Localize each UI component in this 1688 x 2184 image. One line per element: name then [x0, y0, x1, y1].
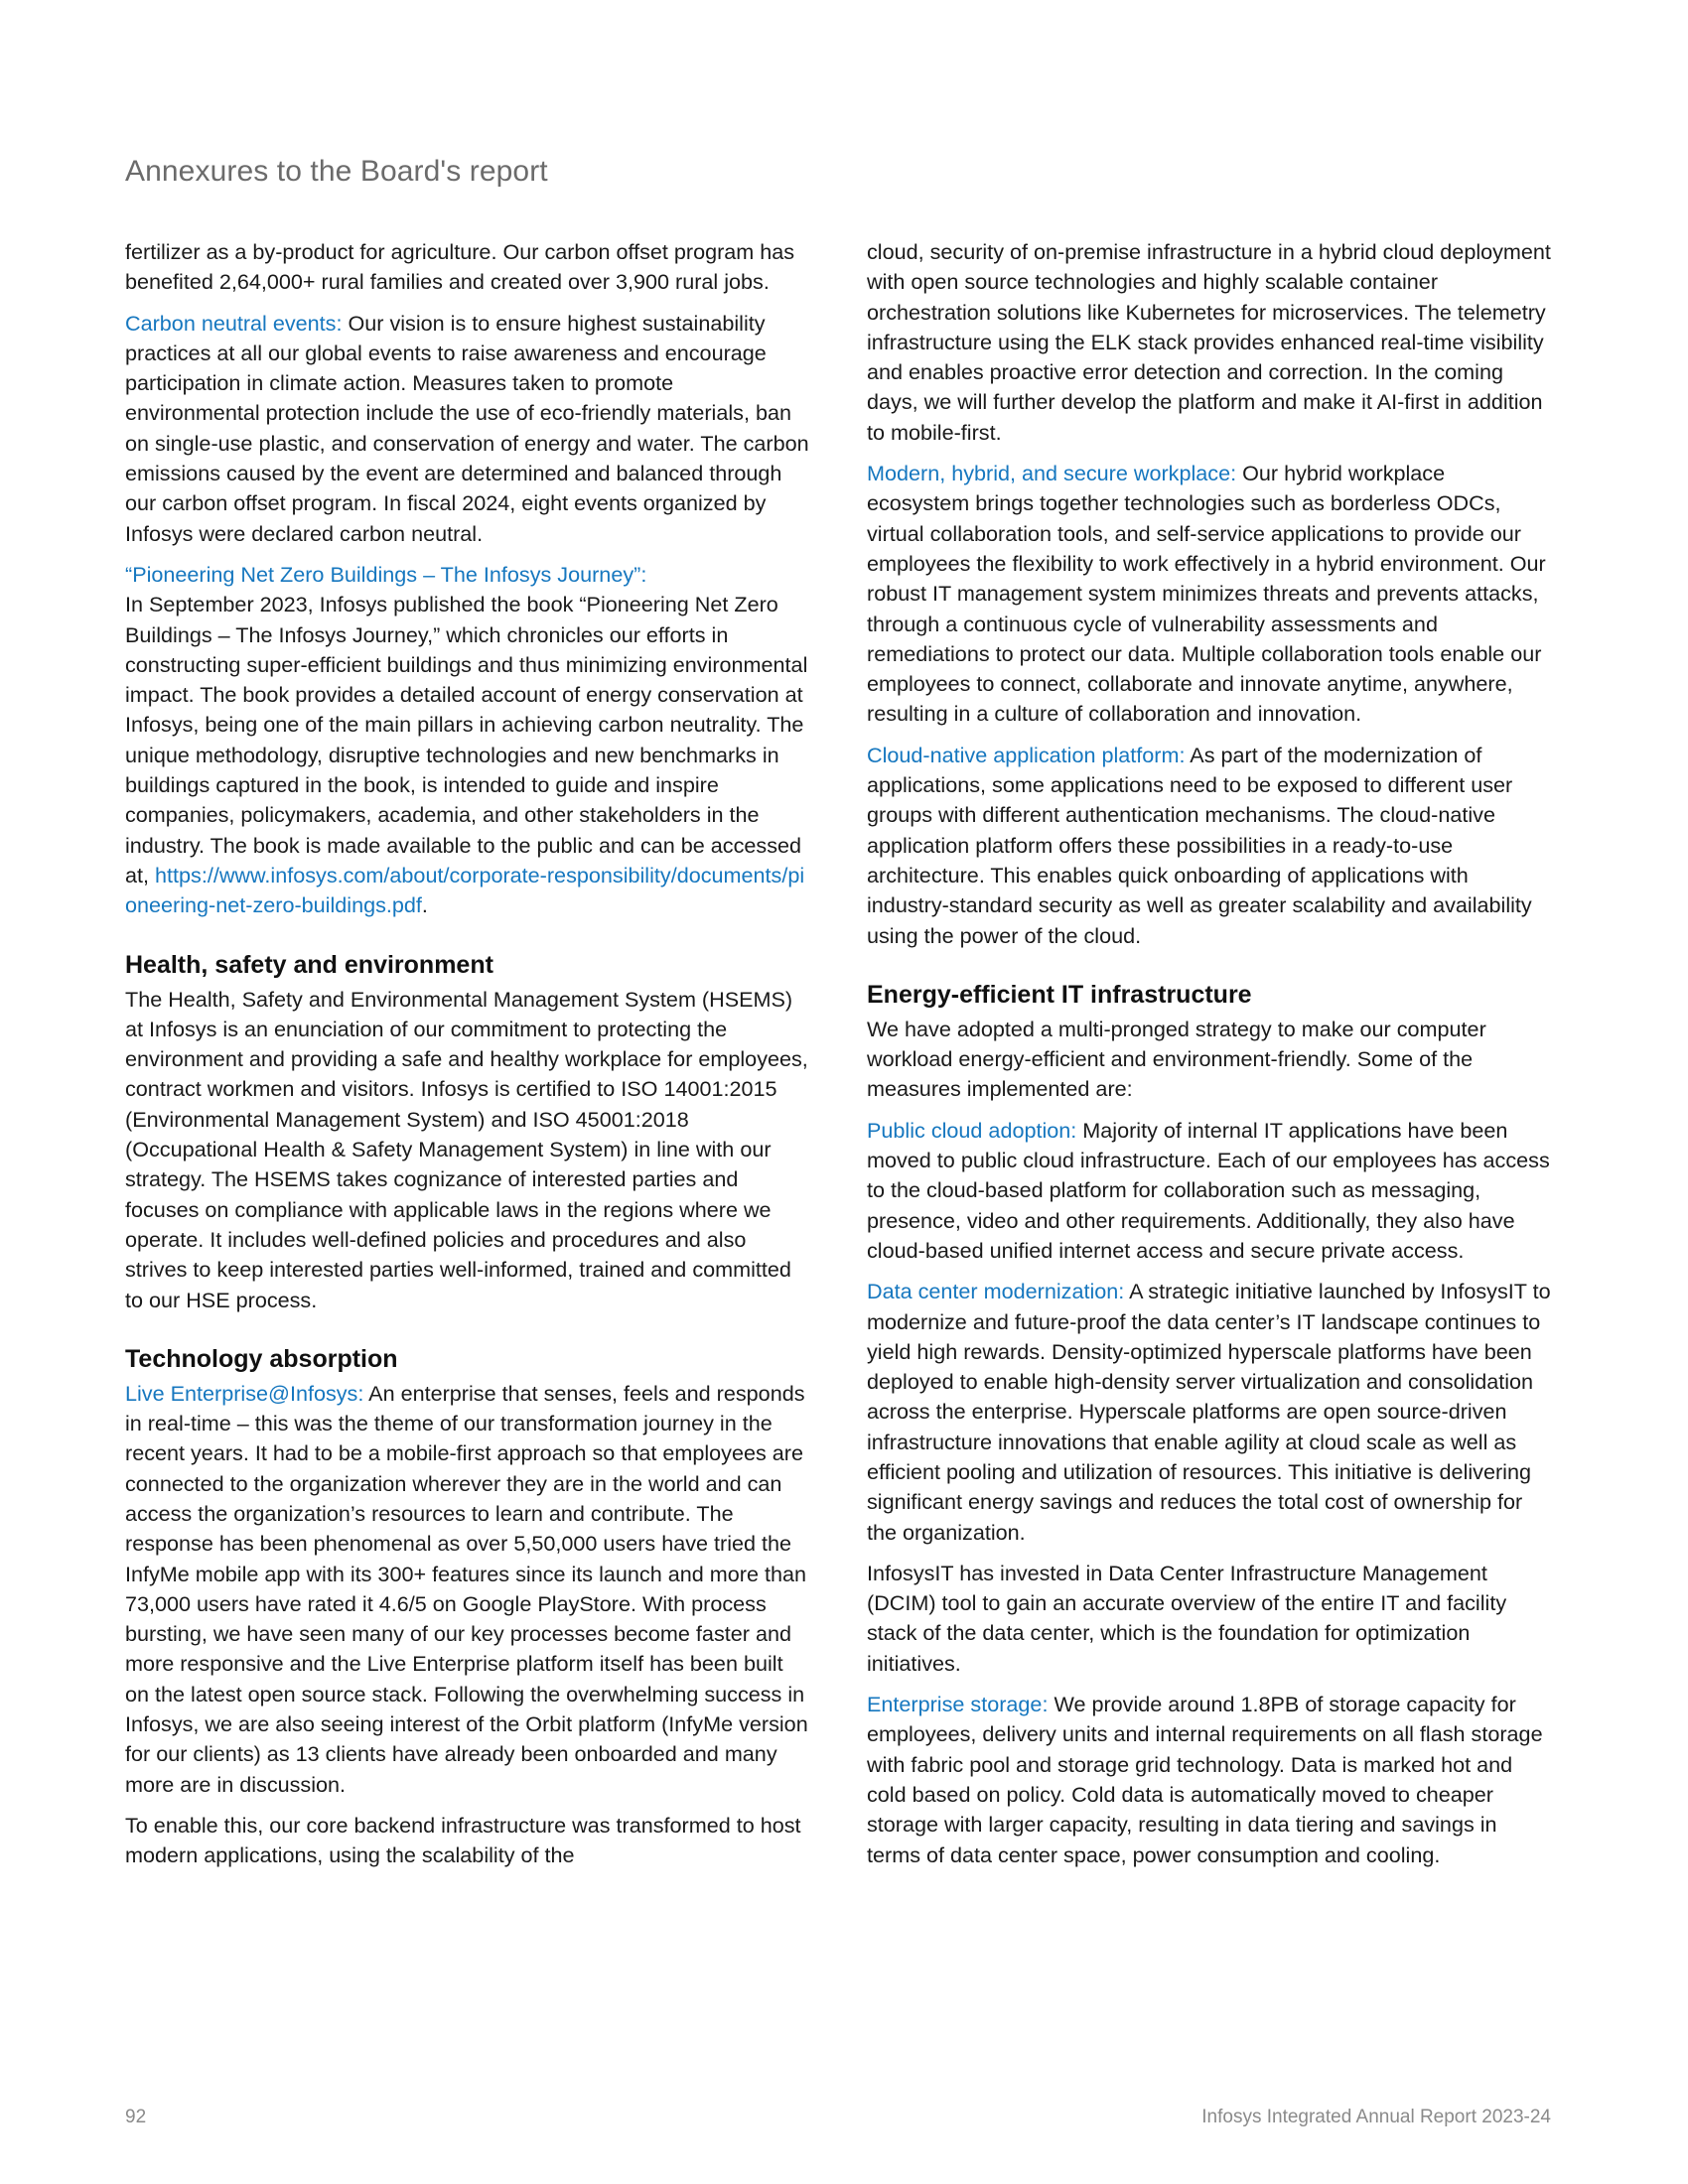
paragraph-text: We provide around 1.8PB of storage capacity for employees, delivery units and internal requirements on all flash storage with fabric pool and storage grid technology. Data is marked hot and cold based on policy. Cold data is automatically moved to cheaper storage with larger capacity, resulting in data tiering and savings in terms of data center space, power consumption and cooling. [867, 1692, 1543, 1867]
lead-in-label: Live Enterprise@Infosys: [125, 1380, 364, 1406]
lead-in-label: “Pioneering Net Zero Buildings – The Infosys Journey”: [125, 561, 647, 587]
section-heading-hse: Health, safety and environment [125, 950, 493, 979]
paragraph-text: An enterprise that senses, feels and responds in real-time – this was the theme of our transformation journey in the recent years. It had to be a mobile-first approach so that employees are connected to the organization wherever they are in the world and can access the organization’s resources to learn and contribute. The response has been phenomenal as over 5,50,000 users have tried the InfyMe mobile app with its 300+ features since its launch and more than 73,000 users have rated it 4.6/5 on Google PlayStore. With process bursting, we have seen many of our key processes become faster and more responsive and the Live Enterprise platform itself has been built on the latest open source stack. Following the overwhelming success in Infosys, we are also seeing interest of the Orbit platform (InfyMe version for our clients) as 13 clients have already been onboarded and many more are in discussion. [125, 1380, 808, 1797]
paragraph-live-enterprise [125, 1379, 810, 1800]
paragraph-text: cloud, security of on-premise infrastructure in a hybrid cloud deployment with open source technologies and highly scalable container orchestration solutions like Kubernetes for microservices. The telemetry infrastructure using the ELK stack provides enhanced real-time visibility and enables proactive error detection and correction. In the coming days, we will further develop the platform and make it AI-first in addition to mobile-first. [867, 239, 1551, 445]
paragraph-dcim [867, 1559, 1552, 1679]
section-heading-energy: Energy-efficient IT infrastructure [867, 980, 1252, 1009]
paragraph-text: Majority of internal IT applications have been moved to public cloud infrastructure. Each of our employees has access to the cloud-based platform for collaboration such as messaging, presence, video and other requirements. Additionally, they also have cloud-based unified internet access and secure private access. [867, 1117, 1550, 1263]
page-number: 92 [125, 2107, 147, 2127]
paragraph-text: InfosysIT has invested in Data Center Infrastructure Management (DCIM) tool to gain an accurate overview of the entire IT and facility stack of the data center, which is the foundation for optimization initiatives. [867, 1560, 1507, 1676]
footer-report-title: Infosys Integrated Annual Report 2023-24 [1201, 2107, 1551, 2127]
net-zero-book-link[interactable]: https://www.infosys.com/about/corporate-responsibility/documents/pioneering-net-zero-buildings.pdf [125, 862, 805, 918]
paragraph-data-center [867, 1277, 1552, 1548]
paragraph [125, 237, 810, 298]
lead-in-label: Public cloud adoption: [867, 1117, 1077, 1143]
paragraph-text: We have adopted a multi-pronged strategy to make our computer workload energy-efficient and environment-friendly. Some of the measures implemented are: [867, 1016, 1486, 1102]
paragraph-workplace [867, 459, 1552, 730]
lead-in-label: Carbon neutral events: [125, 310, 343, 336]
paragraph-text: The Health, Safety and Environmental Management System (HSEMS) at Infosys is an enunciation of our commitment to protecting the environment and providing a safe and healthy workplace for employees, contract workmen and visitors. Infosys is certified to ISO 14001:2015 (Environmental Management System) and ISO 45001:2018 (Occupational Health & Safety Management System) in line with our strategy. The HSEMS takes cognizance of interested parties and focuses on compliance with applicable laws in the regions where we operate. It includes well-defined policies and procedures and also strives to keep interested parties well-informed, trained and committed to our HSE process. [125, 986, 808, 1312]
paragraph-text: To enable this, our core backend infrastructure was transformed to host modern applications, using the scalability of the [125, 1812, 801, 1868]
paragraph-text: . [421, 892, 428, 918]
paragraph-text: fertilizer as a by-product for agriculture. Our carbon offset program has benefited 2,64,000+ rural families and created over 3,900 rural jobs. [125, 239, 795, 295]
paragraph-public-cloud [867, 1116, 1552, 1266]
paragraph-cloud-native [867, 741, 1552, 951]
section-heading-technology: Technology absorption [125, 1344, 398, 1373]
paragraph-carbon-neutral-events [125, 309, 810, 549]
left-column [125, 237, 810, 1882]
paragraph-text: In September 2023, Infosys published the book “Pioneering Net Zero Buildings – The Infosys Journey,” which chronicles our efforts in constructing super-efficient buildings and thus minimizing environmental impact. The book provides a detailed account of energy conservation at Infosys, being one of the main pillars in achieving carbon neutrality. The unique methodology, disruptive technologies and new benchmarks in buildings captured in the book, is intended to guide and inspire companies, policymakers, academia, and other stakeholders in the industry. The book is made available to the public and can be accessed at, [125, 592, 808, 887]
paragraph-text: A strategic initiative launched by InfosysIT to modernize and future-proof the data center’s IT landscape continues to yield high rewards. Density-optimized hyperscale platforms have been deployed to enable high-density server virtualization and consolidation across the enterprise. Hyperscale platforms are open source-driven infrastructure innovations that enable agility at cloud scale as well as efficient pooling and utilization of resources. This initiative is delivering significant energy savings and reduces the total cost of ownership for the organization. [867, 1279, 1551, 1545]
paragraph-text: Our hybrid workplace ecosystem brings together technologies such as borderless ODCs, virtual collaboration tools, and self-service applications to provide our employees the flexibility to work effectively in a hybrid environment. Our robust IT management system minimizes threats and prevents attacks, through a continuous cycle of vulnerability assessments and remediations to protect our data. Multiple collaboration tools enable our employees to connect, collaborate and innovate anytime, anywhere, resulting in a culture of collaboration and innovation. [867, 461, 1546, 727]
paragraph-text: As part of the modernization of applications, some applications need to be exposed to different user groups with different authentication mechanisms. The cloud-native application platform offers these possibilities in a ready-to-use architecture. This enables quick onboarding of applications with industry-standard security as well as greater scalability and availability using the power of the cloud. [867, 742, 1532, 948]
lead-in-label: Data center modernization: [867, 1279, 1125, 1304]
paragraph-net-zero-book [125, 560, 810, 921]
lead-in-label: Modern, hybrid, and secure workplace: [867, 461, 1237, 486]
page-header-title: Annexures to the Board's report [125, 155, 548, 188]
right-column [867, 237, 1552, 1881]
paragraph [125, 1811, 810, 1871]
paragraph-hse [125, 985, 810, 1315]
lead-in-label: Enterprise storage: [867, 1692, 1049, 1717]
paragraph-text: Our vision is to ensure highest sustainability practices at all our global events to raise awareness and encourage participation in climate action. Measures taken to promote environmental protection include the use of eco-friendly materials, ban on single-use plastic, and conservation of energy and water. The carbon emissions caused by the event are determined and balanced through our carbon offset program. In fiscal 2024, eight events organized by Infosys were declared carbon neutral. [125, 310, 809, 546]
paragraph [867, 237, 1552, 448]
paragraph-enterprise-storage [867, 1690, 1552, 1870]
lead-in-label: Cloud-native application platform: [867, 742, 1186, 767]
paragraph [867, 1015, 1552, 1105]
